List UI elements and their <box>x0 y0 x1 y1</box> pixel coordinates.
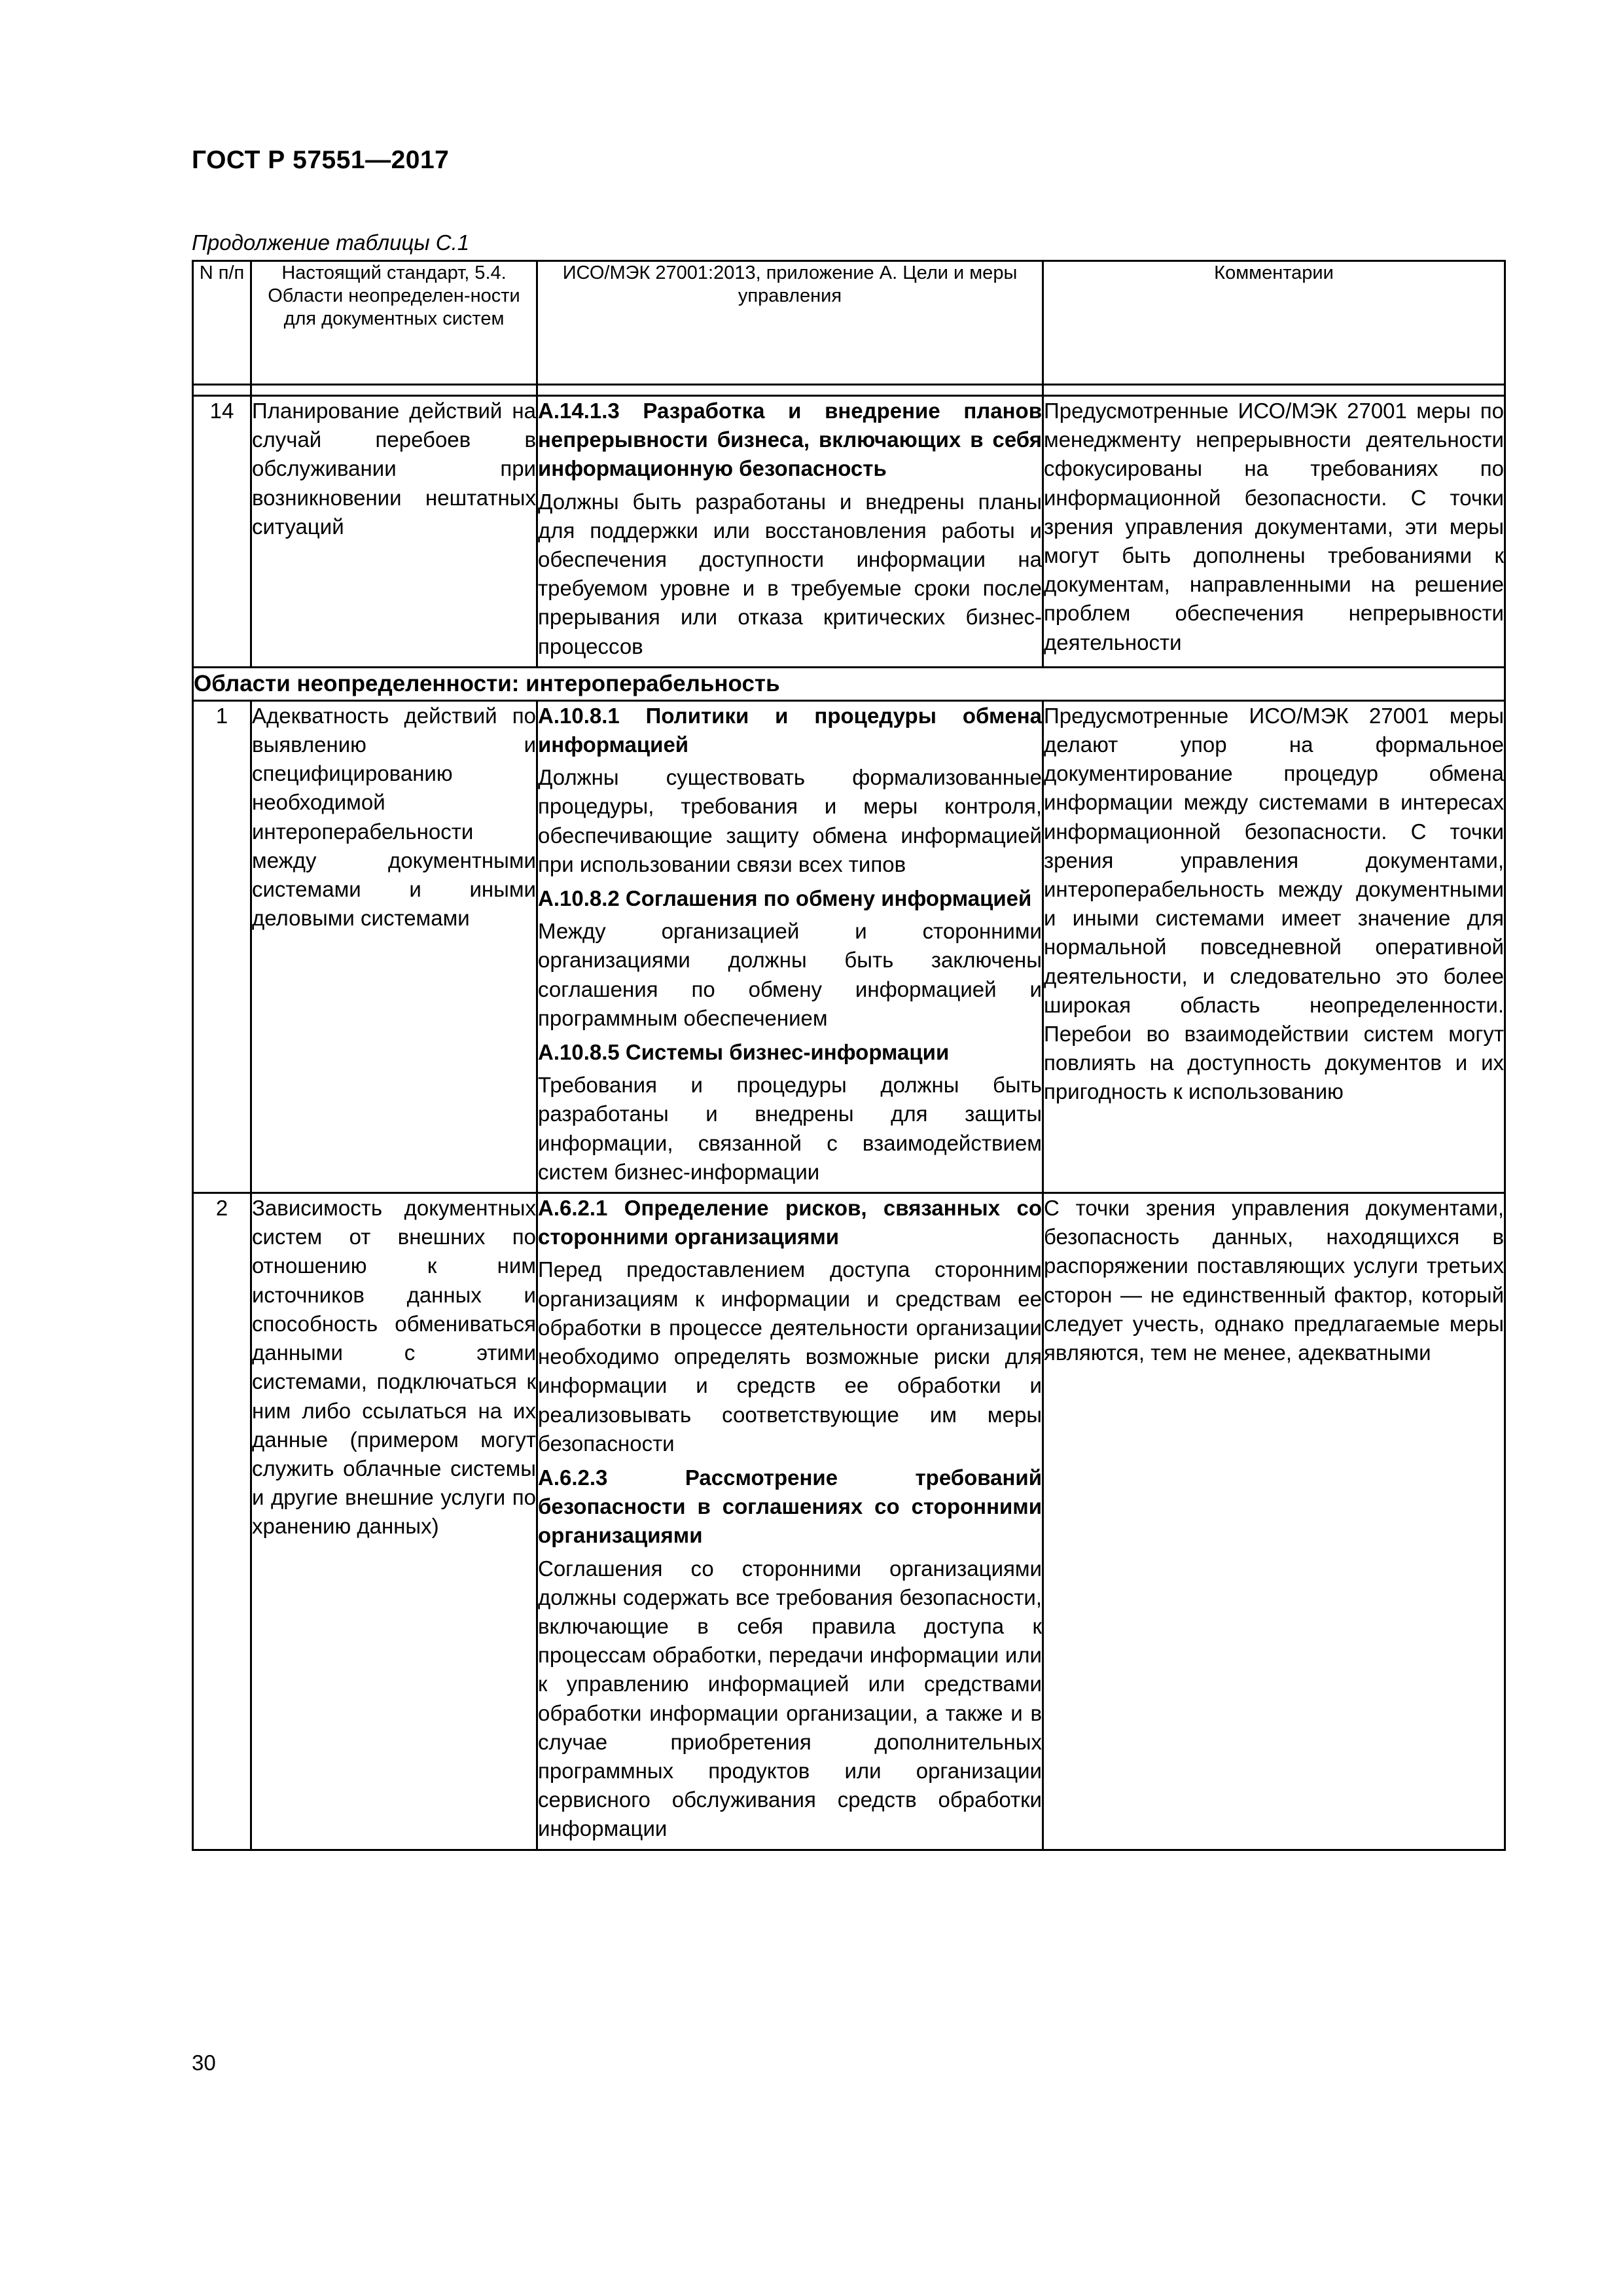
control-title: A.6.2.1 Определение рисков, связанных со сторонними организациями <box>538 1196 1042 1249</box>
page-number: 30 <box>192 2051 216 2075</box>
uncertainty-area: Адекватность действий по выявлению и специфицированию необходимой интероперабельности между документными системами и иными деловыми системами <box>251 700 537 1193</box>
header-num: N п/п <box>193 261 251 385</box>
row-number: 1 <box>193 700 251 1193</box>
document-title: ГОСТ Р 57551—2017 <box>192 146 450 174</box>
iso-controls <box>537 396 1043 668</box>
control-title: A.10.8.5 Системы бизнес-информации <box>538 1040 950 1065</box>
control-text: Должны существовать формализованные процедуры, требования и меры контроля, обеспечивающие защиту обмена информацией при использовании связи всех типов <box>538 765 1042 876</box>
control-title: A.14.1.3 Разработка и внедрение планов непрерывности бизнеса, включающих в себя информационную безопасность <box>538 399 1042 481</box>
control-text: Требования и процедуры должны быть разработаны и внедрены для защиты информации, связанной с взаимодействием систем бизнес-информации <box>538 1073 1042 1184</box>
control-title: A.10.8.2 Соглашения по обмену информацией <box>538 886 1032 911</box>
comment: С точки зрения управления документами, безопасность данных, находящихся в распоряжении поставляющих услуги третьих сторон — не единственный фактор, который следует учесть, однако предлагаемые меры являются, тем не менее, адекватными <box>1043 1193 1505 1850</box>
section-row <box>193 667 1505 700</box>
uncertainty-area: Планирование действий на случай перебоев в обслуживании при возникновении нештатных ситуаций <box>251 396 537 668</box>
control-text: Соглашения со сторонними организациями должны содержать все требования безопасности, включающие в себя правила доступа к процессам обработки, передачи информации или к управлению информацией или средствами обработки информации организации, а также и в случае приобретения дополнительных программных продуктов или организации сервисного обслуживания средств обработки информации <box>538 1556 1042 1841</box>
header-area: Настоящий стандарт, 5.4. Области неопределен-ности для документных систем <box>251 261 537 385</box>
table-row <box>193 700 1505 1193</box>
iso-controls <box>537 1193 1043 1850</box>
control-title: A.10.8.1 Политики и процедуры обмена информацией <box>538 703 1042 757</box>
header-separator <box>193 385 1505 396</box>
iso-controls <box>537 700 1043 1193</box>
uncertainty-table <box>192 260 1506 1851</box>
row-number: 2 <box>193 1193 251 1850</box>
control-title: A.6.2.3 Рассмотрение требований безопасности в соглашениях со сторонними организациями <box>538 1465 1042 1548</box>
control-text: Должны быть разработаны и внедрены планы для поддержки или восстановления работы и обеспечения доступности информации на требуемом уровне и в требуемые сроки после прерывания или отказа критических бизнес-процессов <box>538 489 1042 658</box>
header-iso: ИСО/МЭК 27001:2013, приложение А. Цели и меры управления <box>537 261 1043 385</box>
control-text: Между организацией и сторонними организациями должны быть заключены соглашения по обмену информацией и программным обеспечением <box>538 919 1042 1030</box>
table-row <box>193 396 1505 668</box>
row-number: 14 <box>193 396 251 668</box>
section-title: Области неопределенности: интероперабельность <box>193 667 1505 700</box>
control-text: Перед предоставлением доступа сторонним организациям к информации и средствам ее обработки в процессе деятельности организации необходимо определять возможные риски для информации и средств ее обработки и реализовывать соответствующие им меры безопасности <box>538 1257 1042 1456</box>
header-comment: Комментарии <box>1043 261 1505 385</box>
table-row <box>193 1193 1505 1850</box>
table-caption: Продолжение таблицы С.1 <box>192 230 470 255</box>
comment: Предусмотренные ИСО/МЭК 27001 меры делают упор на формальное документирование процедур обмена информации между системами в интересах информационной безопасности. С точки зрения управления документами, интероперабельность между документными и иными системами имеет значение для нормальной повседневной оперативной деятельности, и следовательно это более широкая область неопределенности. Перебои во взаимодействии систем могут повлиять на доступность документов и их пригодность к использованию <box>1043 700 1505 1193</box>
table-header-row <box>193 261 1505 385</box>
comment: Предусмотренные ИСО/МЭК 27001 меры по менеджменту непрерывности деятельности сфокусированы на требованиях по информационной безопасности. С точки зрения управления документами, эти меры могут быть дополнены требованиями к документам, направленными на решение проблем обеспечения непрерывности деятельности <box>1043 396 1505 668</box>
uncertainty-area: Зависимость документных систем от внешних по отношению к ним источников данных и способность обмениваться данными с этими системами, подключаться к ним либо ссылаться на их данные (примером могут служить облачные системы и другие внешние услуги по хранению данных) <box>251 1193 537 1850</box>
